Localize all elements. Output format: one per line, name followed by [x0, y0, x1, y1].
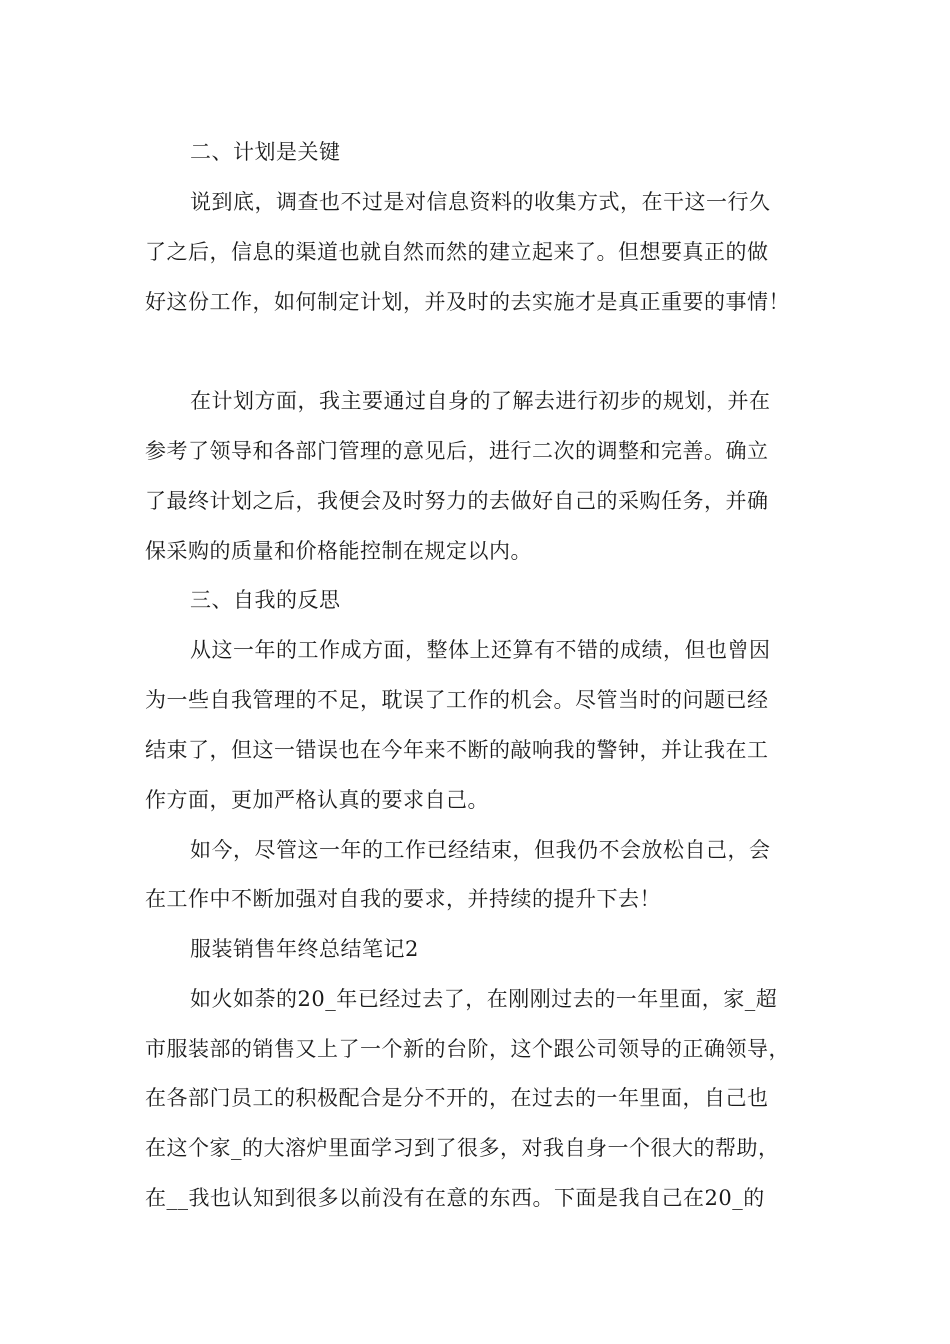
section-title-2: 服装销售年终总结笔记2: [190, 937, 419, 961]
paragraph-line: 在工作中不断加强对自我的要求，并持续的提升下去！: [145, 887, 661, 911]
paragraph-line: 如今，尽管这一年的工作已经结束，但我仍不会放松自己，会: [190, 838, 771, 862]
heading-plan-is-key: 二、计划是关键: [190, 140, 341, 164]
paragraph-line: 作方面，更加严格认真的要求自己。: [145, 788, 489, 812]
paragraph-line: 好这份工作，如何制定计划，并及时的去实施才是真正重要的事情！: [145, 290, 790, 314]
paragraph-line: 为一些自我管理的不足，耽误了工作的机会。尽管当时的问题已经: [145, 688, 769, 712]
paragraph-line: 在这个家_的大溶炉里面学习到了很多，对我自身一个很大的帮助，: [145, 1136, 780, 1160]
heading-self-reflection: 三、自我的反思: [190, 588, 341, 612]
paragraph-line: 结束了，但这一错误也在今年来不断的敲响我的警钟，并让我在工: [145, 738, 769, 762]
paragraph-line: 参考了领导和各部门管理的意见后，进行二次的调整和完善。确立: [145, 439, 769, 463]
paragraph-line: 如火如荼的20_年已经过去了，在刚刚过去的一年里面，家_超: [190, 987, 778, 1011]
paragraph-line: 了之后，信息的渠道也就自然而然的建立起来了。但想要真正的做: [145, 240, 769, 264]
paragraph-line: 在__我也认知到很多以前没有在意的东西。下面是我自己在20_的: [145, 1186, 765, 1210]
paragraph-line: 说到底，调查也不过是对信息资料的收集方式，在干这一行久: [190, 190, 771, 214]
paragraph-line: 在计划方面，我主要通过自身的了解去进行初步的规划，并在: [190, 389, 771, 413]
paragraph-line: 了最终计划之后，我便会及时努力的去做好自己的采购任务，并确: [145, 489, 769, 513]
paragraph-line: 从这一年的工作成方面，整体上还算有不错的成绩，但也曾因: [190, 638, 771, 662]
paragraph-line: 保采购的质量和价格能控制在规定以内。: [145, 539, 532, 563]
paragraph-line: 在各部门员工的积极配合是分不开的，在过去的一年里面，自己也: [145, 1086, 769, 1110]
paragraph-line: 市服装部的销售又上了一个新的台阶，这个跟公司领导的正确领导，: [145, 1037, 790, 1061]
